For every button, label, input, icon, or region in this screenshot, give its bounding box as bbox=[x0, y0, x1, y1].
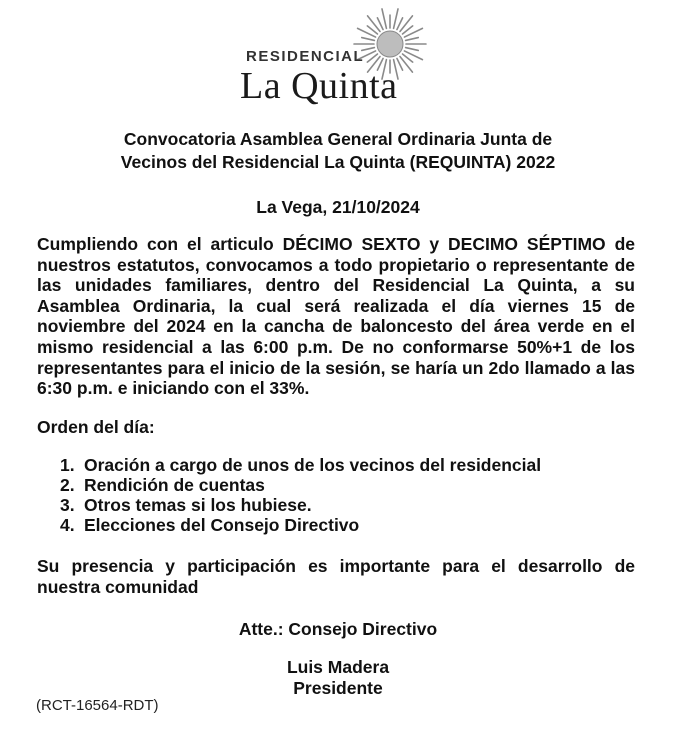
agenda-heading: Orden del día: bbox=[37, 417, 155, 437]
signature-block bbox=[40, 657, 636, 699]
sun-ray bbox=[406, 38, 419, 41]
agenda-list bbox=[60, 455, 541, 535]
agenda-item-text: Oración a cargo de unos de los vecinos del residencial bbox=[84, 455, 542, 475]
sun-ray bbox=[362, 38, 375, 41]
title-line-1: Convocatoria Asamblea General Ordinaria Junta de bbox=[123, 129, 553, 149]
body-paragraph: Cumpliendo con el articulo DÉCIMO SEXTO y DECIMO SÉPTIMO de nuestros estatutos, convocamos a todo propietario o representante de las unidades familiares, dentro del Residencial La Quinta, a su Asamblea Ordinaria, la cual será realizada el día viernes 15 de noviembre del 2024 en la cancha de baloncesto del área verde en el mismo residencial a las 6:00 p.m. De no conformarse 50%+1 de los representantes para el inicio de la sesión, se haría un 2do llamado a las 6:30 p.m. e iniciando con el 33%. bbox=[37, 234, 635, 399]
closing-paragraph: Su presencia y participación es importante para el desarrollo de nuestra comunidad bbox=[37, 556, 635, 597]
reference-code: (RCT-16564-RDT) bbox=[36, 697, 159, 714]
agenda-item bbox=[60, 455, 541, 475]
agenda-item bbox=[60, 515, 541, 535]
agenda-item-number: 3. bbox=[60, 495, 75, 515]
document-date: La Vega, 21/10/2024 bbox=[256, 197, 420, 217]
logo-top-text: RESIDENCIAL bbox=[246, 48, 365, 65]
agenda-item-text: Otros temas si los hubiese. bbox=[84, 495, 312, 515]
sun-ray bbox=[406, 48, 419, 51]
agenda-item-number: 1. bbox=[60, 455, 75, 475]
title-line-2: Vecinos del Residencial La Quinta (REQUINTA) 2022 bbox=[120, 152, 556, 172]
logo-main-text: La Quinta bbox=[240, 65, 398, 107]
agenda-item bbox=[60, 495, 541, 515]
agenda-item-number: 2. bbox=[60, 475, 75, 495]
agenda-item-number: 4. bbox=[60, 515, 75, 535]
residencial-la-quinta-logo bbox=[238, 6, 438, 106]
sun-ray bbox=[394, 9, 398, 29]
sun-ray bbox=[397, 18, 403, 30]
signer-role: Presidente bbox=[293, 678, 383, 698]
sun-ray bbox=[377, 18, 383, 30]
agenda-item bbox=[60, 475, 541, 495]
document-title bbox=[40, 128, 636, 174]
sun-ray bbox=[397, 58, 403, 70]
signature-atte: Atte.: Consejo Directivo bbox=[238, 619, 438, 639]
agenda-item-text: Rendición de cuentas bbox=[84, 475, 265, 495]
sun-ray bbox=[382, 9, 386, 29]
signer-name: Luis Madera bbox=[286, 657, 390, 677]
agenda-item-text: Elecciones del Consejo Directivo bbox=[84, 515, 360, 535]
